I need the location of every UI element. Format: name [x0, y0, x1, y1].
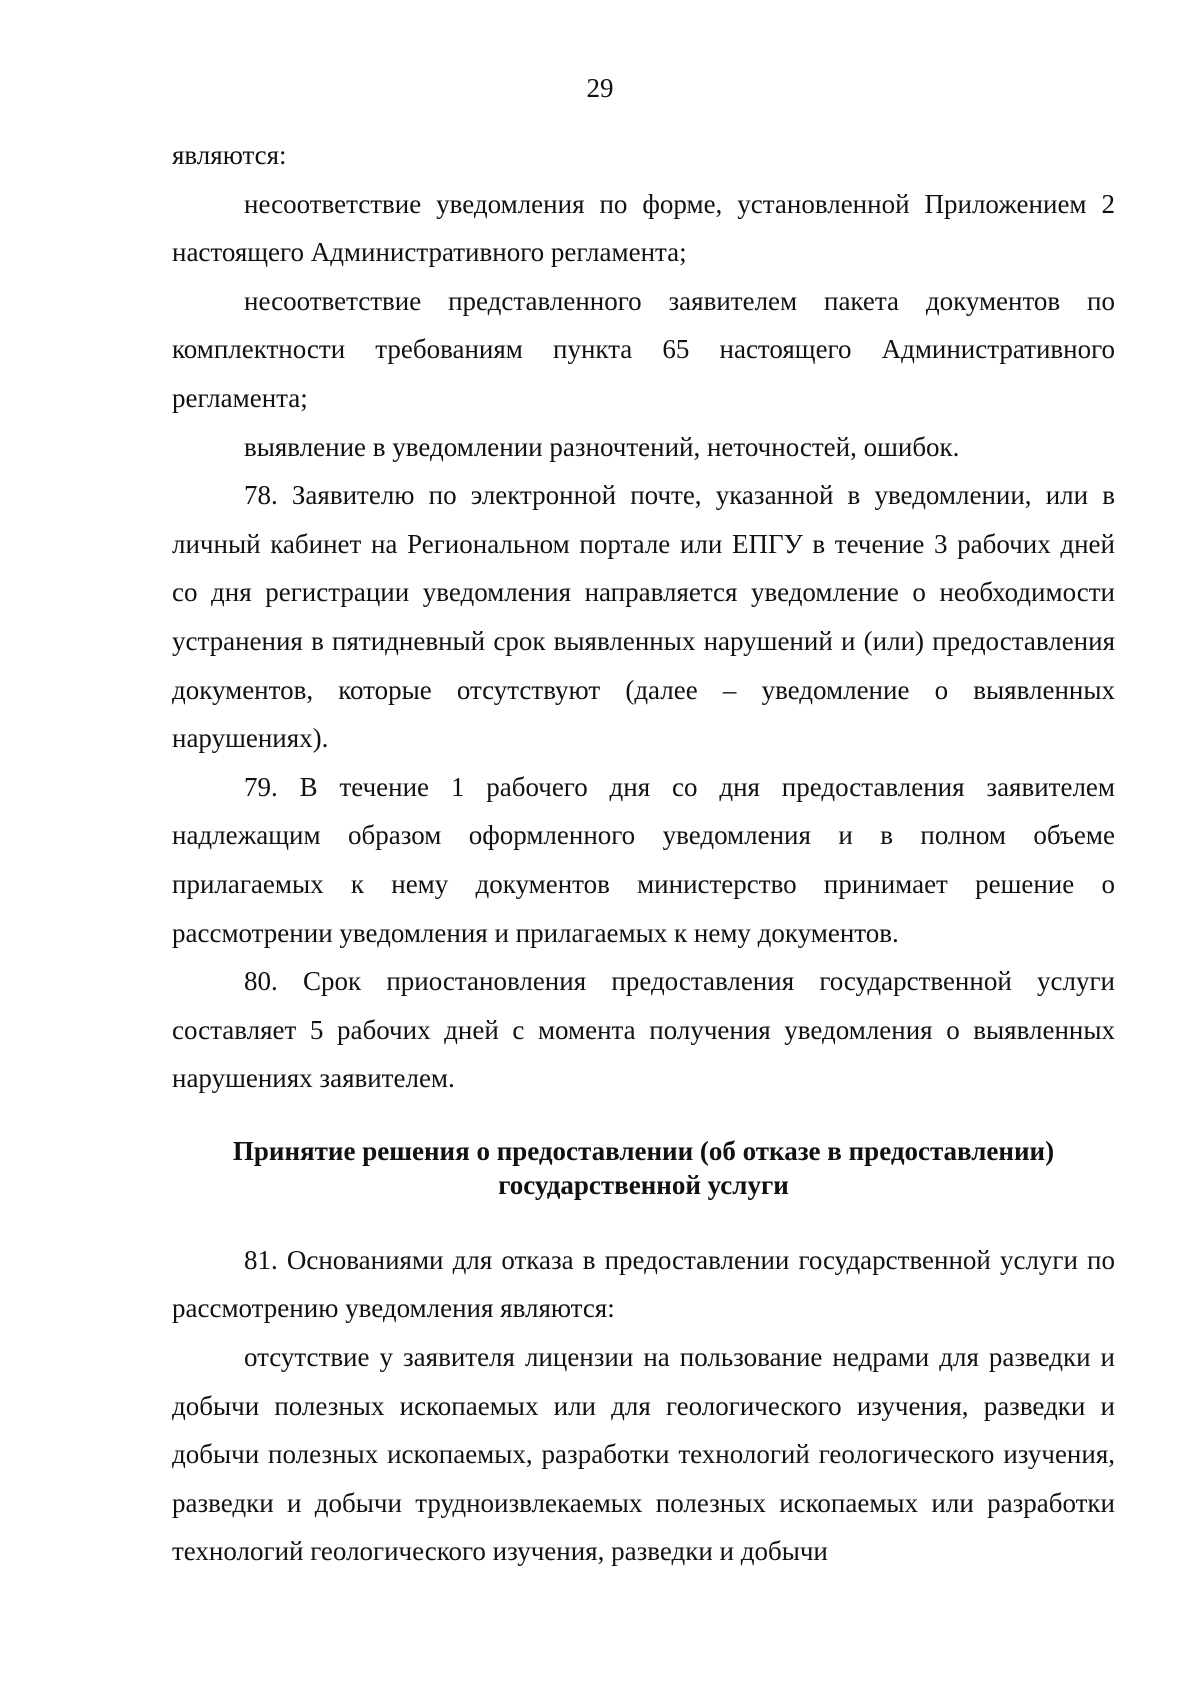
- paragraph-81: 81. Основаниями для отказа в предоставлении государственной услуги по рассмотрению уведомления являются:: [172, 1244, 1115, 1324]
- section-heading-line-2: государственной услуги: [498, 1169, 789, 1200]
- document-body: [172, 131, 1115, 1576]
- paragraph-form-mismatch: несоответствие уведомления по форме, установленной Приложением 2 настоящего Административного регламента;: [172, 188, 1115, 268]
- paragraph-continuation: являются:: [172, 140, 287, 170]
- paragraph-79: 79. В течение 1 рабочего дня со дня предоставления заявителем надлежащим образом оформленного уведомления и в полном объеме прилагаемых к нему документов министерство принимает решение о рассмотрении уведомления и прилагаемых к нему документов.: [172, 771, 1115, 948]
- section-heading: [172, 1134, 1115, 1202]
- paragraph-80: 80. Срок приостановления предоставления государственной услуги составляет 5 рабочих дней с момента получения уведомления о выявленных нарушениях заявителем.: [172, 966, 1115, 1094]
- paragraph-package-mismatch: несоответствие представленного заявителем пакета документов по комплектности требованиям пункта 65 настоящего Административного регламента;: [172, 285, 1115, 413]
- paragraph-no-license: отсутствие у заявителя лицензии на пользование недрами для разведки и добычи полезных ископаемых или для геологического изучения, разведки и добычи полезных ископаемых, разработки технологий геологического изучения, разведки и добычи трудноизвлекаемых полезных ископаемых или разработки технологий геологического изучения, разведки и добычи: [172, 1342, 1115, 1567]
- paragraph-discrepancies: выявление в уведомлении разночтений, неточностей, ошибок.: [244, 431, 960, 462]
- section-heading-line-1: Принятие решения о предоставлении (об отказе в предоставлении): [232, 1135, 1055, 1166]
- page-number: 29: [586, 73, 614, 103]
- paragraph-78: 78. Заявителю по электронной почте, указанной в уведомлении, или в личный кабинет на Региональном портале или ЕПГУ в течение 3 рабочих дней со дня регистрации уведомления направляется уведомление о необходимости устранения в пятидневный срок выявленных нарушений и (или) предоставления документов, которые отсутствуют (далее – уведомление о выявленных нарушениях).: [172, 480, 1115, 754]
